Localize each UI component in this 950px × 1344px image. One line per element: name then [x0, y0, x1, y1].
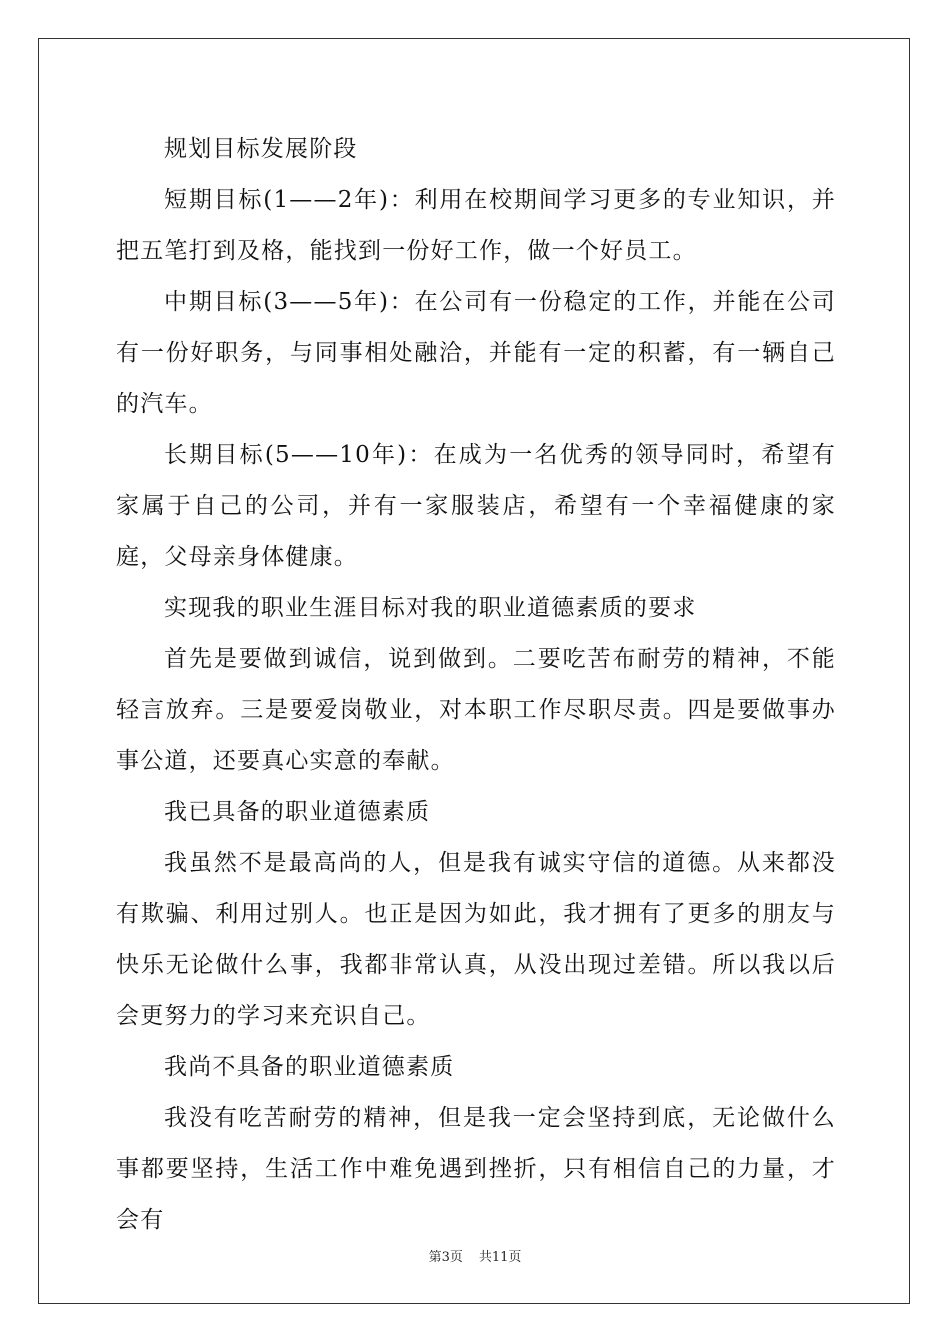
paragraph: 长期目标(5——10年)：在成为一名优秀的领导同时，希望有家属于自己的公司，并有一家服装店，希望有一个幸福健康的家庭，父母亲身体健康。	[116, 442, 836, 570]
paragraph: 首先是要做到诚信，说到做到。二要吃苦布耐劳的精神，不能轻言放弃。三是要爱岗敬业，对本职工作尽职尽责。四是要做事办事公道，还要真心实意的奉献。	[116, 646, 836, 774]
paragraph: 我虽然不是最高尚的人，但是我有诚实守信的道德。从来都没有欺骗、利用过别人。也正是因为如此，我才拥有了更多的朋友与快乐无论做什么事，我都非常认真，从没出现过差错。所以我以后会更努力的学习来充识自己。	[116, 850, 836, 1029]
section-heading: 我尚不具备的职业道德素质	[164, 1054, 455, 1080]
paragraph: 短期目标(1——2年)：利用在校期间学习更多的专业知识，并把五笔打到及格，能找到一份好工作，做一个好员工。	[116, 187, 836, 264]
section-heading: 规划目标发展阶段	[164, 136, 358, 162]
paragraph: 中期目标(3——5年)：在公司有一份稳定的工作，并能在公司有一份好职务，与同事相处融洽，并能有一定的积蓄，有一辆自己的汽车。	[116, 289, 836, 417]
page-total: 共11页	[478, 1250, 522, 1265]
paragraph: 我没有吃苦耐劳的精神，但是我一定会坚持到底，无论做什么事都要坚持，生活工作中难免遇到挫折，只有相信自己的力量，才会有	[116, 1105, 836, 1233]
page-number: 第3页	[428, 1250, 463, 1265]
page-footer	[0, 1246, 950, 1265]
section-heading: 我已具备的职业道德素质	[164, 799, 431, 825]
document-body	[116, 124, 836, 1246]
section-heading: 实现我的职业生涯目标对我的职业道德素质的要求	[164, 595, 697, 621]
